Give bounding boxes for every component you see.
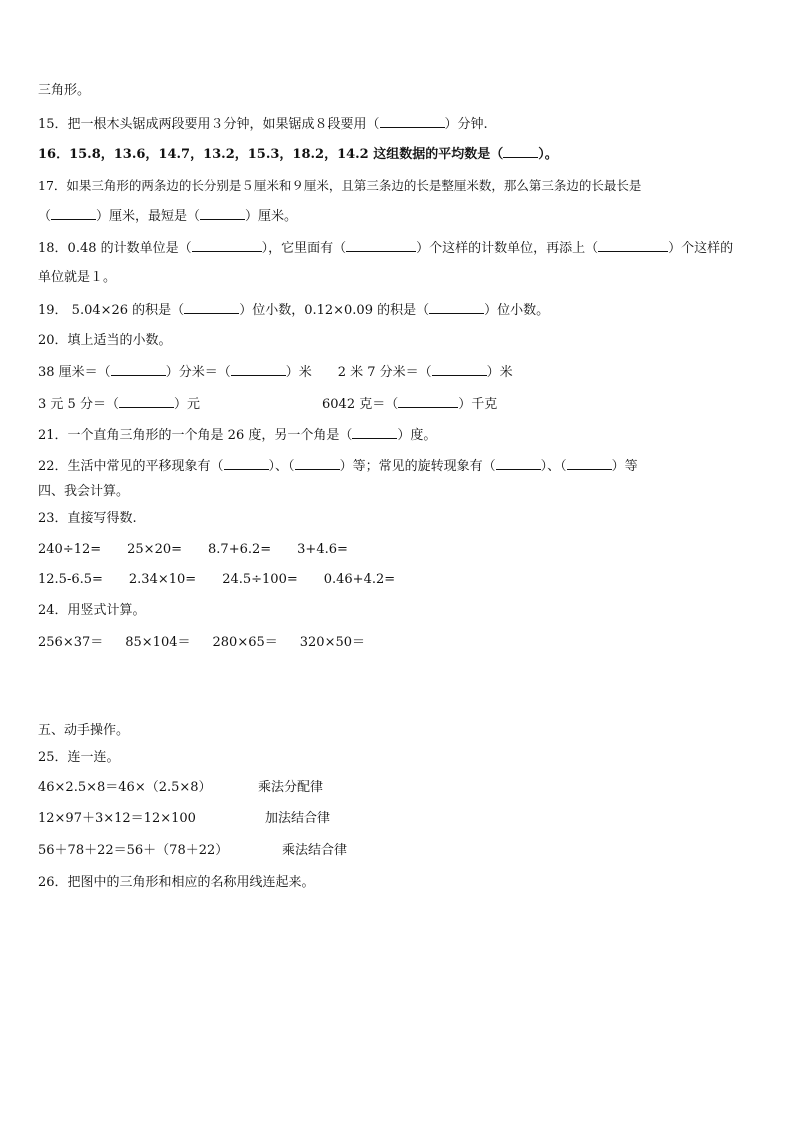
q25-right-2[interactable]: 加法结合律	[265, 811, 331, 826]
q23-row1	[38, 541, 348, 559]
calc-item: 25×20=	[127, 542, 183, 557]
question-25: 25．连一连。	[38, 750, 120, 765]
q19-tail: ）位小数。	[484, 303, 550, 318]
question-26: 26．把图中的三角形和相应的名称用线连起来。	[38, 875, 315, 890]
answer-blank[interactable]	[119, 395, 174, 408]
q16-tail: ）。	[538, 147, 558, 162]
answer-blank[interactable]	[352, 426, 397, 439]
q16-text: 16．15.8，13.6，14.7，13.2，15.3，18.2，14.2 这组数据的平均数是（	[38, 147, 504, 162]
answer-blank[interactable]	[429, 301, 484, 314]
q20-unit3: ）元	[173, 397, 200, 412]
q17-open: （	[38, 209, 52, 224]
text-line: 三角形。	[38, 83, 91, 98]
answer-blank[interactable]	[567, 457, 612, 470]
calc-item: 256×37＝	[38, 635, 104, 650]
question-17: 17．如果三角形的两条边的长分别是５厘米和９厘米，且第三条边的长是整厘米数，那么第三条边的长最长是	[38, 178, 642, 193]
answer-blank[interactable]	[111, 363, 166, 376]
answer-blank[interactable]	[224, 457, 269, 470]
question-18-line2: 单位就是１。	[38, 270, 117, 285]
q18-mid2: ）个这样的计数单位，再添上（	[416, 241, 599, 256]
calc-item: 12.5-6.5=	[38, 572, 103, 587]
answer-blank[interactable]	[184, 301, 239, 314]
q22-tail: ）等	[611, 459, 638, 474]
q18-mid: ），它里面有（	[261, 241, 347, 256]
q15-tail: ）分钟.	[444, 117, 488, 132]
q18-text: 18．0.48 的计数单位是（	[38, 241, 192, 256]
question-18	[38, 239, 733, 258]
q20-text: 38 厘米＝（	[38, 365, 111, 380]
q25-right-1[interactable]: 乘法分配律	[258, 780, 324, 795]
answer-blank[interactable]	[503, 145, 538, 158]
question-19	[38, 301, 549, 320]
answer-blank[interactable]	[200, 207, 245, 220]
calc-item: 3+4.6=	[297, 542, 348, 557]
answer-blank[interactable]	[398, 395, 458, 408]
answer-blank[interactable]	[192, 239, 262, 252]
q20-text4: 6042 克＝（	[322, 397, 399, 412]
q22-sep: ）、（	[268, 459, 295, 474]
question-20-row2	[38, 395, 200, 414]
q17-tail: ）厘米。	[245, 209, 298, 224]
answer-blank[interactable]	[496, 457, 541, 470]
q20-unit2: ）米	[486, 365, 513, 380]
answer-blank[interactable]	[432, 363, 487, 376]
question-24: 24．用竖式计算。	[38, 603, 146, 618]
question-17-line2	[38, 207, 297, 226]
q19-mid: ）位小数，0.12×0.09 的积是（	[239, 303, 430, 318]
q20-mid: ）分米＝（	[165, 365, 231, 380]
q20-unit: ）米	[285, 365, 312, 380]
q18-tail: ）个这样的	[668, 241, 734, 256]
q21-tail: ）度。	[397, 428, 437, 443]
calc-item: 24.5÷100=	[222, 572, 298, 587]
calc-item: 280×65＝	[212, 635, 278, 650]
q21-text: 21．一个直角三角形的一个角是 26 度，另一个角是（	[38, 428, 353, 443]
answer-blank[interactable]	[51, 207, 96, 220]
question-21	[38, 426, 436, 445]
answer-blank[interactable]	[346, 239, 416, 252]
q22-text: 22．生活中常见的平移现象有（	[38, 459, 224, 474]
q25-left-2: 12×97＋3×12＝12×100	[38, 811, 196, 826]
answer-blank[interactable]	[598, 239, 668, 252]
question-23: 23．直接写得数.	[38, 511, 137, 526]
question-20: 20．填上适当的小数。	[38, 333, 172, 348]
q23-row2	[38, 571, 395, 589]
question-20-row1	[38, 363, 513, 382]
q17-mid: ）厘米，最短是（	[96, 209, 201, 224]
section-5-heading: 五、动手操作。	[38, 723, 130, 738]
calc-item: 240÷12=	[38, 542, 102, 557]
question-22	[38, 457, 638, 476]
question-16	[38, 145, 558, 164]
q15-text: 15．把一根木头锯成两段要用３分钟，如果锯成８段要用（	[38, 117, 380, 132]
q24-row	[38, 634, 365, 652]
calc-item: 0.46+4.2=	[323, 572, 396, 587]
answer-blank[interactable]	[380, 115, 445, 128]
q22-sep2: ）、（	[540, 459, 567, 474]
q20-unit4: ）千克	[458, 397, 498, 412]
q25-left-3: 56＋78＋22＝56＋（78＋22）	[38, 843, 229, 858]
question-20-row2b	[322, 395, 497, 414]
q20-text2: 2 米 7 分米＝（	[337, 365, 432, 380]
q25-right-3[interactable]: 乘法结合律	[282, 843, 348, 858]
calc-item: 320×50＝	[299, 635, 365, 650]
answer-blank[interactable]	[295, 457, 340, 470]
calc-item: 85×104＝	[125, 635, 191, 650]
q20-text3: 3 元 5 分＝（	[38, 397, 119, 412]
q19-text: 19． 5.04×26 的积是（	[38, 303, 185, 318]
question-15	[38, 115, 488, 134]
section-4-heading: 四、我会计算。	[38, 484, 130, 499]
calc-item: 8.7+6.2=	[208, 542, 272, 557]
q25-left-1: 46×2.5×8＝46×（2.5×8）	[38, 780, 212, 795]
answer-blank[interactable]	[231, 363, 286, 376]
q22-mid: ）等；常见的旋转现象有（	[339, 459, 496, 474]
calc-item: 2.34×10=	[128, 572, 197, 587]
